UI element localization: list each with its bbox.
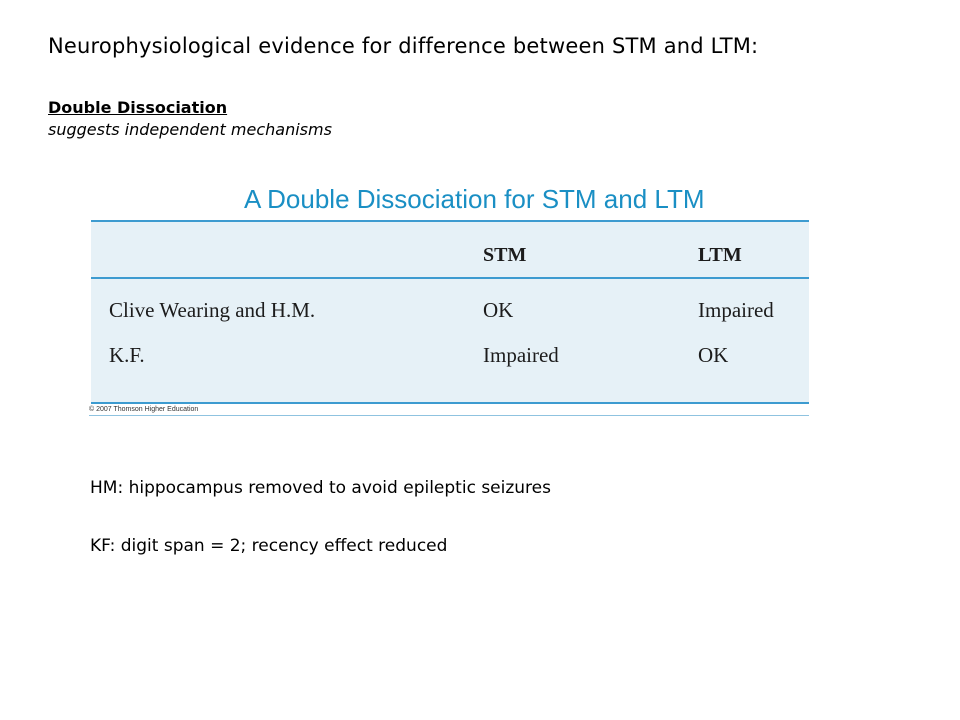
table-cell-stm: OK [483,298,514,322]
table-header-stm: STM [483,244,527,266]
table-header-ltm: LTM [698,244,742,266]
table-cell-stm: Impaired [483,343,559,367]
table-cell-ltm: Impaired [698,298,774,322]
subheading: Double Dissociation [48,98,228,117]
dissociation-table [91,220,809,404]
figure-title: A Double Dissociation for STM and LTM [244,184,705,214]
note-hm: HM: hippocampus removed to avoid epileptic seizures [90,478,551,498]
copyright-notice: © 2007 Thomson Higher Education [89,406,199,413]
subtext: suggests independent mechanisms [48,120,332,139]
table-cell-ltm: OK [698,343,729,367]
table-header-divider [91,277,809,279]
table-cell-patient: K.F. [109,343,145,367]
table-cell-patient: Clive Wearing and H.M. [109,298,316,322]
copyright-divider [89,415,809,416]
note-kf: KF: digit span = 2; recency effect reduced [90,536,448,556]
slide-title: Neurophysiological evidence for difference between STM and LTM: [48,34,759,58]
